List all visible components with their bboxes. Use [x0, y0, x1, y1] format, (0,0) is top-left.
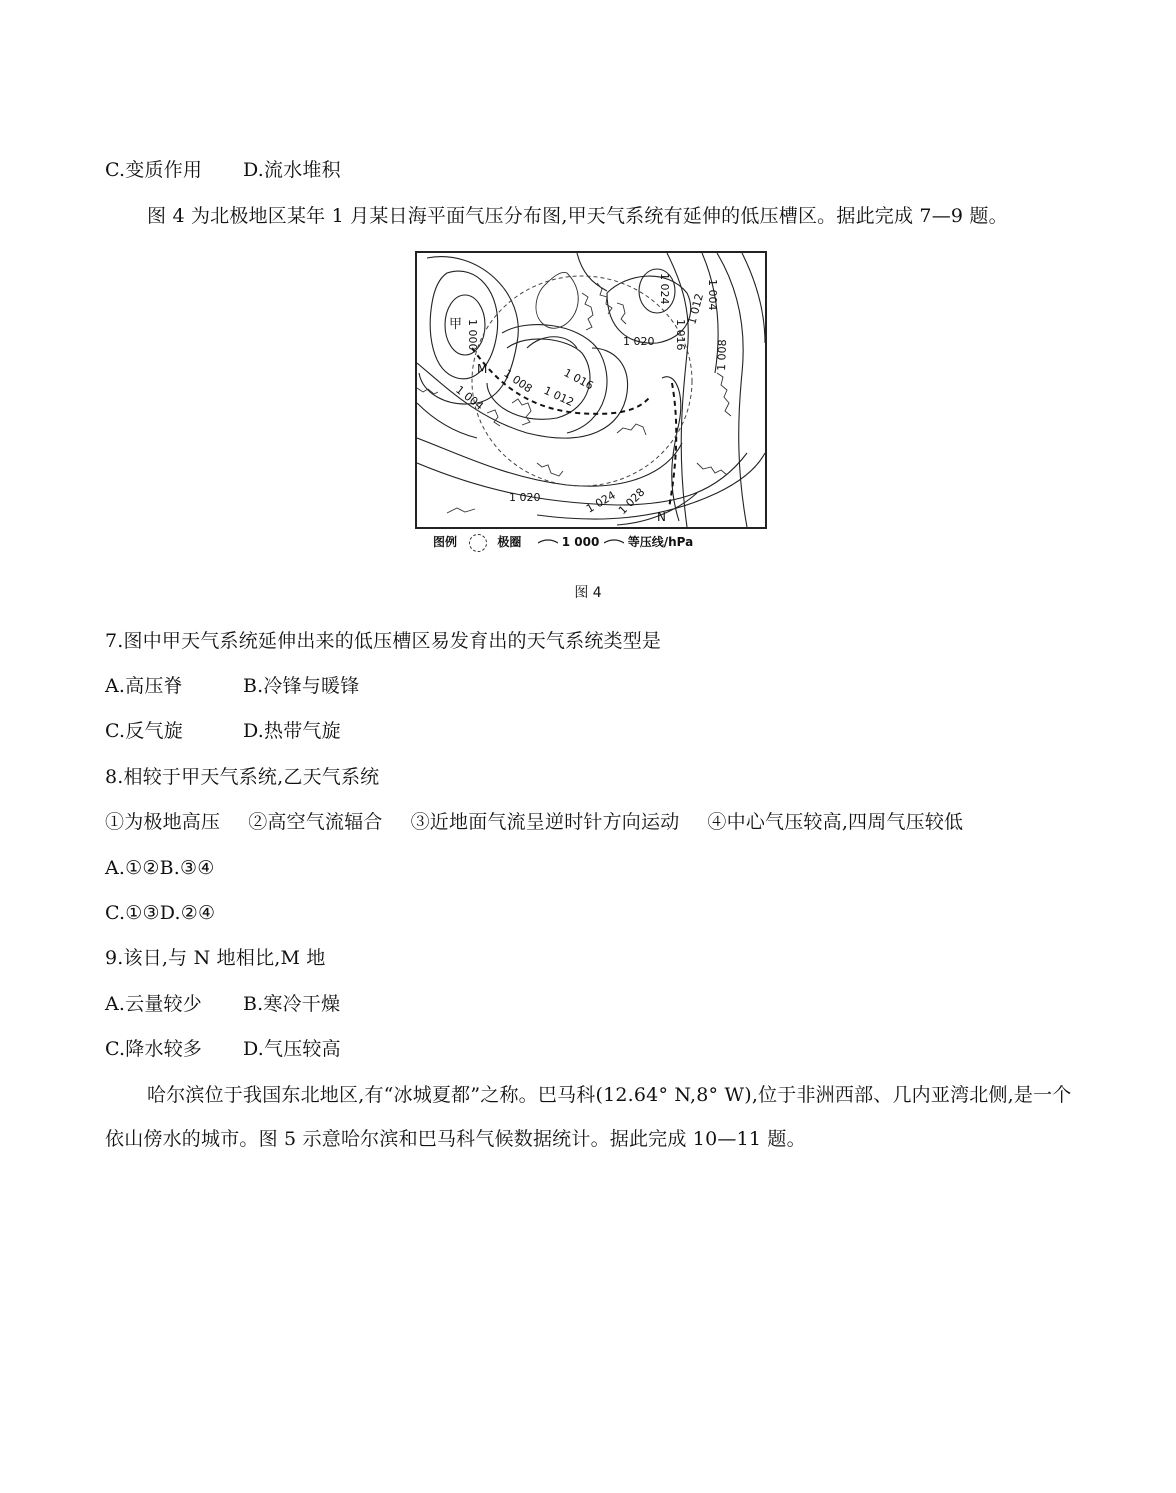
- isobar-1004-east: [742, 253, 765, 343]
- isobar-1016-south: [417, 438, 682, 486]
- q9-options-cd: [105, 1036, 341, 1062]
- arctic-pressure-map: [415, 251, 767, 529]
- label-m: M: [477, 362, 488, 376]
- label-jia: 甲: [449, 317, 463, 332]
- q6-options-cd: [105, 157, 341, 183]
- q8-statement-2: ②高空气流辐合: [248, 811, 383, 833]
- q8-statement-3: ③近地面气流呈逆时针方向运动: [410, 811, 680, 833]
- isobar-1020-south: [417, 453, 747, 505]
- isobar-symbol: [538, 534, 558, 552]
- label-1020-north: 1 020: [623, 335, 655, 348]
- intro-q7-9: 图 4 为北极地区某年 1 月某日海平面气压分布图,甲天气系统有延伸的低压槽区。据此完成 7—9 题。: [147, 205, 1008, 227]
- legend-isobar-text: 等压线/hPa: [627, 535, 694, 549]
- isobar-symbol-tail: [604, 534, 624, 552]
- q8-options-cd: C.①③D.②④: [105, 902, 216, 924]
- label-1008-east: 1 008: [715, 339, 730, 372]
- label-1016-mid: 1 016: [561, 366, 596, 393]
- polar-circle-symbol: [469, 534, 487, 552]
- label-1012-mid: 1 012: [541, 383, 576, 410]
- q7-options-cd: [105, 718, 341, 744]
- q9-option-c: C.降水较多: [105, 1038, 203, 1060]
- legend-polar-circle: 极圈: [497, 535, 522, 549]
- greenland-coast: [536, 272, 578, 328]
- legend-title: 图例: [433, 535, 458, 549]
- isobar-1008-east: [717, 253, 747, 527]
- isobar-1004-jia: [430, 271, 497, 379]
- map-legend: [433, 533, 693, 552]
- label-1000: 1 000: [466, 319, 479, 351]
- figure-caption: 图 4: [574, 585, 602, 601]
- q7-option-d: D.热带气旋: [243, 720, 341, 742]
- q7-options-ab: [105, 673, 359, 699]
- label-1004-west: 1 004: [453, 383, 486, 413]
- legend-isobar-value: 1 000: [561, 535, 600, 549]
- label-1016-east: 1 016: [674, 319, 687, 351]
- q8-statements: [105, 809, 963, 835]
- q9-options-ab: [105, 991, 340, 1017]
- option-d: D.流水堆积: [243, 159, 341, 181]
- q8-stem: 8.相较于甲天气系统,乙天气系统: [105, 766, 380, 788]
- label-1024-north: 1 024: [658, 273, 671, 305]
- q9-option-d: D.气压较高: [243, 1038, 341, 1060]
- q8-statement-1: ①为极地高压: [105, 811, 221, 833]
- q9-option-b: B.寒冷干燥: [243, 993, 341, 1015]
- intro-q10-11: 哈尔滨位于我国东北地区,有“冰城夏都”之称。巴马科(12.64° N,8° W),位于非洲西部、几内亚湾北侧,是一个依山傍水的城市。图 5 示意哈尔滨和巴马科气候数据统计。据此完成 10—11 题。: [105, 1084, 1072, 1150]
- q8-statement-4: ④中心气压较高,四周气压较低: [707, 811, 964, 833]
- q9-stem: 9.该日,与 N 地相比,M 地: [105, 947, 326, 969]
- pressure-map-svg: [417, 253, 765, 527]
- label-n: N: [657, 510, 666, 524]
- q8-options-ab: A.①②B.③④: [105, 857, 215, 879]
- high-ridge-outline: [662, 377, 681, 521]
- label-1024-south: 1 024: [584, 488, 618, 516]
- label-1004-east: 1 004: [706, 279, 719, 311]
- q7-option-c: C.反气旋: [105, 720, 183, 742]
- q7-stem: 7.图中甲天气系统延伸出来的低压槽区易发育出的天气系统类型是: [105, 630, 662, 652]
- q7-option-a: A.高压脊: [105, 675, 183, 697]
- label-1012-east: 1 012: [685, 291, 707, 326]
- label-1020-south: 1 020: [509, 491, 541, 504]
- isobar-1016-mid: [527, 337, 577, 348]
- option-c: C.变质作用: [105, 159, 203, 181]
- q9-option-a: A.云量较少: [105, 993, 202, 1015]
- label-1028: 1 028: [615, 485, 648, 518]
- q7-option-b: B.冷锋与暖锋: [243, 675, 360, 697]
- label-1008-mid: 1 008: [501, 366, 535, 396]
